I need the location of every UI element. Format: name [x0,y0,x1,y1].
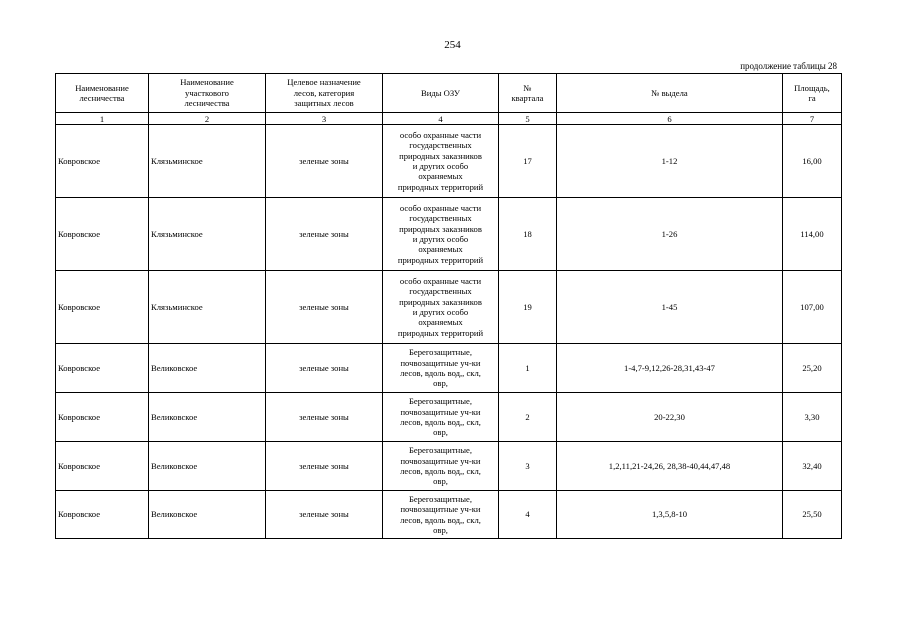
table-row [56,344,842,393]
header-uchastkovoe: Наименование участкового лесничества [149,74,266,113]
cell-vydel: 1-45 [557,271,783,344]
header-lesnichestvo: Наименование лесничества [56,74,149,113]
cell-ozu: особо охранные части государственных природных заказников и других особо охраняемых природных территорий [383,125,499,198]
cell-lesnichestvo: Ковровское [56,491,149,539]
forest-table [55,73,842,539]
cell-naznachenie: зеленые зоны [266,344,383,393]
cell-lesnichestvo: Ковровское [56,125,149,198]
cell-kvartal: 18 [499,198,557,271]
header-vydel: № выдела [557,74,783,113]
header-kvartal: № квартала [499,74,557,113]
cell-vydel: 1-26 [557,198,783,271]
column-number: 1 [56,113,149,125]
column-number: 3 [266,113,383,125]
cell-vydel: 1-4,7-9,12,26-28,31,43-47 [557,344,783,393]
column-number: 5 [499,113,557,125]
cell-lesnichestvo: Ковровское [56,393,149,442]
table-row [56,393,842,442]
cell-naznachenie: зеленые зоны [266,393,383,442]
cell-uchastkovoe: Клязьминское [149,271,266,344]
cell-kvartal: 4 [499,491,557,539]
cell-kvartal: 17 [499,125,557,198]
cell-uchastkovoe: Клязьминское [149,198,266,271]
cell-ozu: Берегозащитные, почвозащитные уч-ки лесов, вдоль вод,, скл, овр, [383,442,499,491]
cell-lesnichestvo: Ковровское [56,344,149,393]
table-row [56,125,842,198]
cell-ozu: особо охранные части государственных природных заказников и других особо охраняемых природных территорий [383,198,499,271]
page-number: 254 [444,39,461,51]
column-number: 6 [557,113,783,125]
cell-lesnichestvo: Ковровское [56,442,149,491]
cell-ploshad: 114,00 [783,198,842,271]
cell-ozu: Берегозащитные, почвозащитные уч-ки лесов, вдоль вод,, скл, овр, [383,393,499,442]
cell-vydel: 1,3,5,8-10 [557,491,783,539]
cell-ploshad: 107,00 [783,271,842,344]
cell-vydel: 1,2,11,21-24,26, 28,38-40,44,47,48 [557,442,783,491]
header-ozu: Виды ОЗУ [383,74,499,113]
cell-ploshad: 25,50 [783,491,842,539]
cell-naznachenie: зеленые зоны [266,442,383,491]
cell-ozu: Берегозащитные, почвозащитные уч-ки лесов, вдоль вод,, скл, овр, [383,344,499,393]
header-naznachenie: Целевое назначение лесов, категория защитных лесов [266,74,383,113]
cell-ploshad: 16,00 [783,125,842,198]
cell-uchastkovoe: Великовское [149,393,266,442]
column-number: 2 [149,113,266,125]
cell-kvartal: 3 [499,442,557,491]
cell-naznachenie: зеленые зоны [266,491,383,539]
cell-lesnichestvo: Ковровское [56,271,149,344]
cell-uchastkovoe: Клязьминское [149,125,266,198]
cell-kvartal: 1 [499,344,557,393]
table-row [56,491,842,539]
cell-ploshad: 3,30 [783,393,842,442]
cell-ozu: Берегозащитные, почвозащитные уч-ки лесов, вдоль вод,, скл, овр, [383,491,499,539]
column-number: 4 [383,113,499,125]
cell-vydel: 20-22,30 [557,393,783,442]
cell-uchastkovoe: Великовское [149,442,266,491]
cell-uchastkovoe: Великовское [149,344,266,393]
cell-kvartal: 2 [499,393,557,442]
cell-ozu: особо охранные части государственных природных заказников и других особо охраняемых природных территорий [383,271,499,344]
cell-uchastkovoe: Великовское [149,491,266,539]
cell-naznachenie: зеленые зоны [266,125,383,198]
table-header-row [56,74,842,113]
cell-naznachenie: зеленые зоны [266,271,383,344]
table-row [56,198,842,271]
cell-vydel: 1-12 [557,125,783,198]
header-ploshad: Площадь, га [783,74,842,113]
table-continuation-caption: продолжение таблицы 28 [740,61,837,71]
cell-lesnichestvo: Ковровское [56,198,149,271]
cell-ploshad: 25,20 [783,344,842,393]
table-row [56,271,842,344]
cell-ploshad: 32,40 [783,442,842,491]
cell-naznachenie: зеленые зоны [266,198,383,271]
table-row [56,442,842,491]
column-number: 7 [783,113,842,125]
column-number-row [56,113,842,125]
cell-kvartal: 19 [499,271,557,344]
